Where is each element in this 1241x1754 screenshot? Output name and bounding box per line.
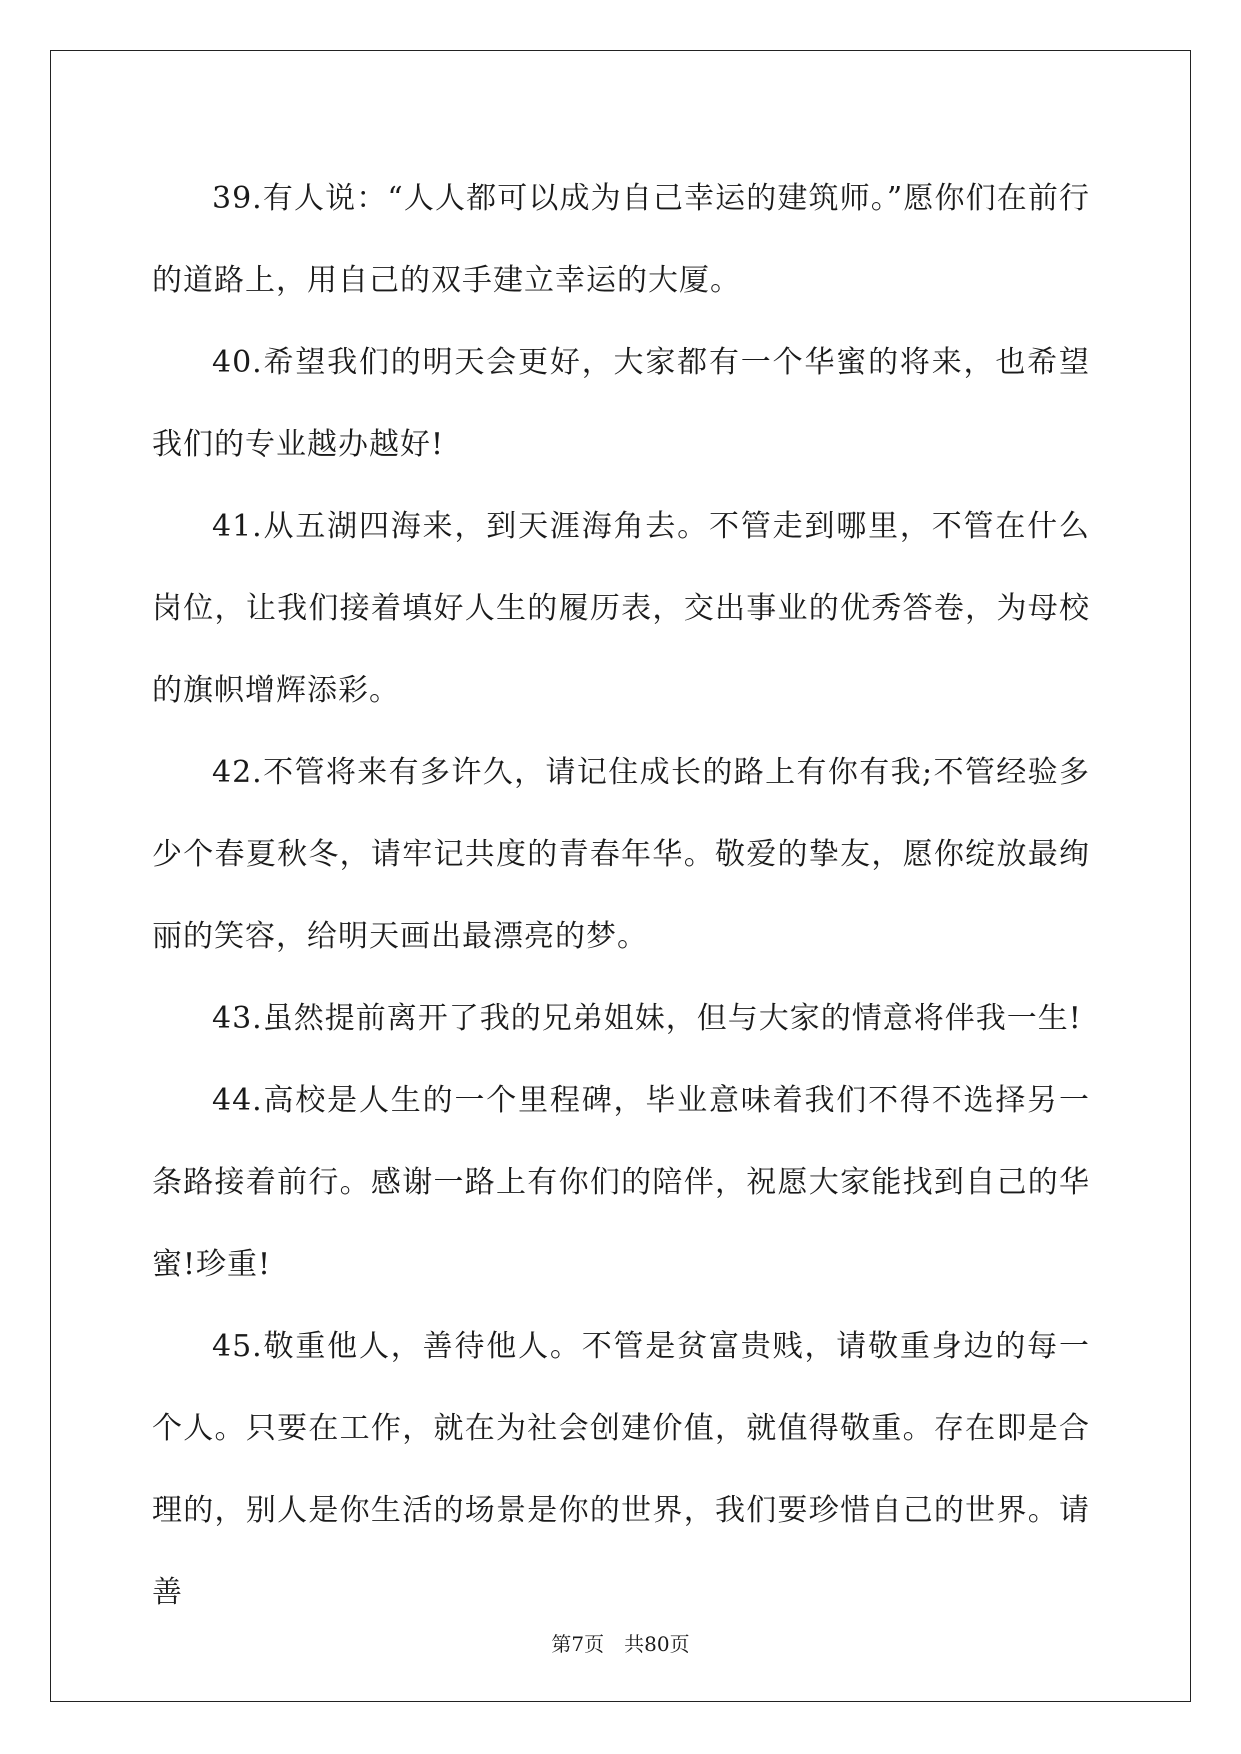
page-footer — [0, 1628, 1241, 1657]
paragraph-44: 44.高校是人生的一个里程碑，毕业意味着我们不得不选择另一条路接着前行。感谢一路上有你们的陪伴，祝愿大家能找到自己的华蜜!珍重! — [152, 1083, 1090, 1282]
document-body — [152, 158, 1090, 1634]
current-page-number: 第7页 — [551, 1632, 605, 1656]
paragraph-43: 43.虽然提前离开了我的兄弟姐妹，但与大家的情意将伴我一生! — [212, 1001, 1082, 1036]
paragraph-42: 42.不管将来有多许久，请记住成长的路上有你有我;不管经验多少个春夏秋冬，请牢记共度的青春年华。敬爱的挚友，愿你绽放最绚丽的笑容，给明天画出最漂亮的梦。 — [152, 755, 1090, 954]
paragraph-39: 39.有人说：“人人都可以成为自己幸运的建筑师。”愿你们在前行的道路上，用自己的双手建立幸运的大厦。 — [152, 181, 1090, 298]
paragraph-40: 40.希望我们的明天会更好，大家都有一个华蜜的将来，也希望我们的专业越办越好! — [152, 345, 1090, 462]
paragraph-41: 41.从五湖四海来，到天涯海角去。不管走到哪里，不管在什么岗位，让我们接着填好人生的履历表，交出事业的优秀答卷，为母校的旗帜增辉添彩。 — [152, 509, 1090, 708]
paragraph-45: 45.敬重他人，善待他人。不管是贫富贵贱，请敬重身边的每一个人。只要在工作，就在为社会创建价值，就值得敬重。存在即是合理的，别人是你生活的场景是你的世界，我们要珍惜自己的世界。请善 — [152, 1329, 1090, 1610]
total-page-count: 共80页 — [624, 1632, 690, 1656]
